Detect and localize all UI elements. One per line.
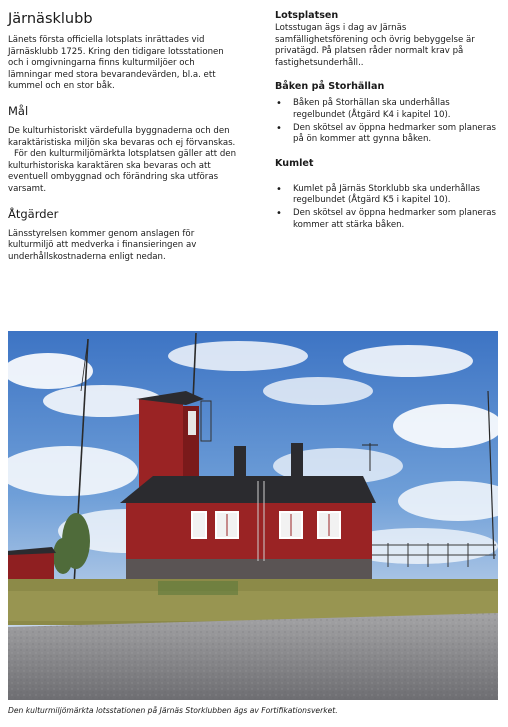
kumlet-list <box>275 184 497 231</box>
intro-paragraph: Länets första officiella lotsplats inrättades vid Järnäsklubb 1725. Kring den tidigare lotsstationen och i omgivningarna finns kulturmiljöer och lämningar med stora bevarandevärden, bl.a. ett kummel och en stor båk. <box>8 35 224 92</box>
list-item: • Båken på Storhällan ska underhållas regelbundet (Åtgärd K4 i kapitel 10). <box>275 98 497 121</box>
pilot-station-photo <box>8 331 498 700</box>
measures-paragraph: Länsstyrelsen kommer genom anslagen för kulturmiljö att medverka i finansieringen av underhållskostnaderna enligt nedan. <box>8 228 197 262</box>
baken-heading: Båken på Storhällan <box>275 81 385 93</box>
left-column <box>8 10 240 263</box>
right-column <box>275 10 497 232</box>
photo-caption: Den kulturmiljömärkta lotsstationen på Järnäs Storklubben ägs av Fortifikationsverket. <box>8 706 338 715</box>
list-item: • Kumlet på Järnäs Storklubb ska underhållas regelbundet (Åtgärd K5 i kapitel 10). <box>275 184 497 207</box>
page-title: Järnäsklubb <box>8 11 93 27</box>
goal-paragraph-1: De kulturhistoriskt värdefulla byggnaderna och den karaktäristiska miljön ska bevaras och ej förvanskas. <box>8 125 236 148</box>
baken-list <box>275 98 497 145</box>
goal-paragraph-2: För den kulturmiljömärkta lotsplatsen gäller att den kulturhistoriska karaktären ska bevaras och att eventuell ombyggnad och förändring ska utföras varsamt. <box>8 149 237 194</box>
lotsplatsen-heading: Lotsplatsen <box>275 10 339 21</box>
kumlet-heading: Kumlet <box>275 157 314 169</box>
lotsplatsen-paragraph: Lotsstugan ägs i dag av Järnäs samfällighetsförening och övrig bebyggelse är privatägd. På platsen råder normalt krav på fastighetsunderhåll.. <box>275 23 475 68</box>
list-item: • Den skötsel av öppna hedmarker som planeras på ön kommer att gynna båken. <box>275 123 497 146</box>
list-item: • Den skötsel av öppna hedmarker som planeras kommer att stärka båken. <box>275 208 497 231</box>
measures-heading: Åtgärder <box>8 206 59 221</box>
goal-heading: Mål <box>8 103 29 118</box>
